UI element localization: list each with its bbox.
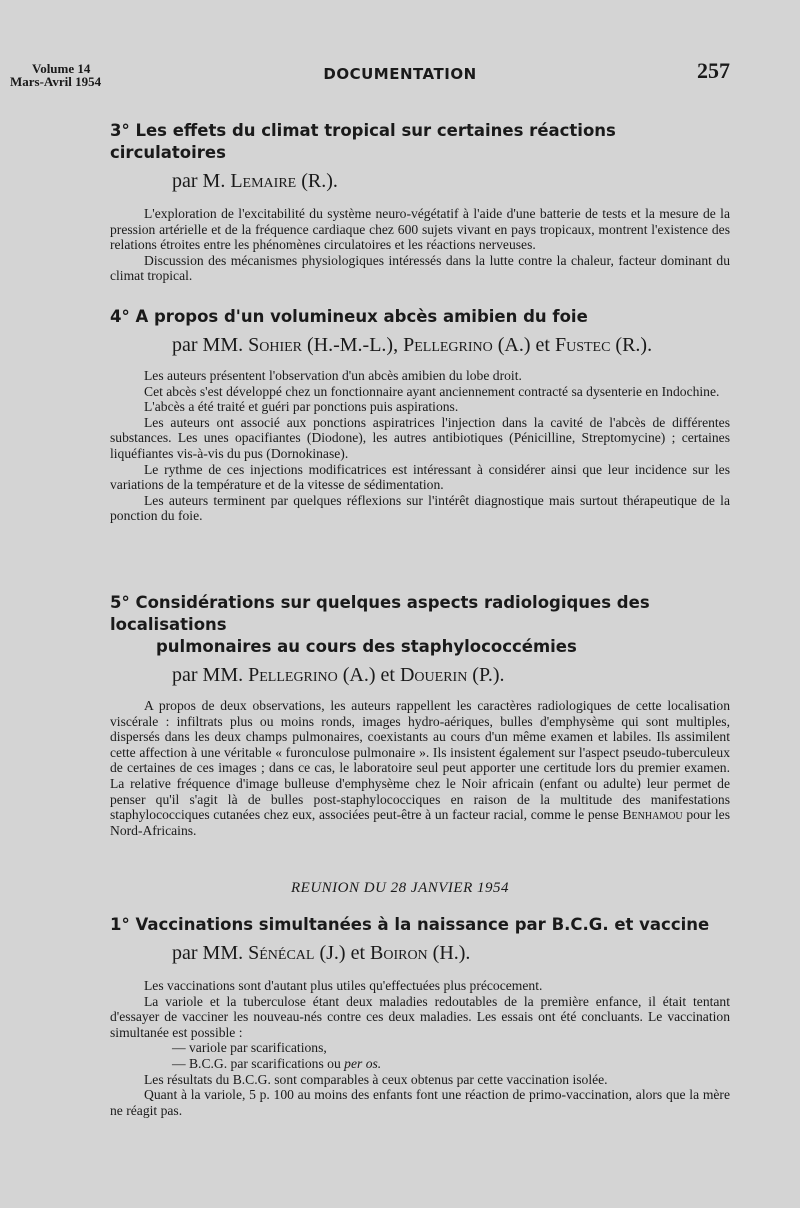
par-label: par MM. xyxy=(172,334,244,356)
section-5 xyxy=(110,592,730,838)
par-label: par MM. xyxy=(172,664,244,686)
paragraph: Les auteurs présentent l'observation d'un abcès amibien du lobe droit. xyxy=(144,368,522,383)
paragraph: Les auteurs ont associé aux ponctions aspiratrices l'injection dans la cavité de l'abcès de différentes substances. Les unes opacifiantes (Diodone), les autres antibiotiques (Pénicilline, Streptomycine) ; certaines liquéfiantes vis-à-vis du pus (Dornokinase). xyxy=(110,414,730,461)
author-name: Fustec (R.). xyxy=(554,334,653,356)
section-1 xyxy=(110,914,730,1118)
section-1-title: 1° Vaccinations simultanées à la naissance par B.C.G. et vaccine xyxy=(110,915,710,934)
section-1-authors xyxy=(172,940,730,966)
paragraph: Les auteurs terminent par quelques réflexions sur l'intérêt diagnostique mais surtout thérapeutique de la ponction du foie. xyxy=(110,492,730,524)
page-number: 257 xyxy=(697,58,730,83)
paragraph: Le rythme de ces injections modificatrices est intéressant à considérer ainsi que leur incidence sur les variations de la température et de la vitesse de sédimentation. xyxy=(110,461,730,493)
et-label: et xyxy=(350,942,365,964)
paragraph: La variole et la tuberculose étant deux maladies redoutables de la première enfance, il était tentant d'essayer de vacciner les nouveau-nés contre ces deux maladies. Les essais ont été concluants. Le vaccination simultanée est possible : xyxy=(110,993,730,1040)
section-4 xyxy=(110,306,730,524)
paragraph: Les vaccinations sont d'autant plus utiles qu'effectuées plus précocement. xyxy=(144,978,543,993)
volume-label: Volume 14 xyxy=(32,61,91,76)
date-label: Mars-Avril 1954 xyxy=(10,74,102,89)
par-label: par M. xyxy=(172,170,226,192)
author-name: Sénécal (J.) xyxy=(248,942,346,964)
et-label: et xyxy=(535,334,550,356)
author-name: Lemaire (R.). xyxy=(230,170,338,192)
author-name: Pellegrino (A.) xyxy=(248,664,376,686)
author-name: Boiron (H.). xyxy=(370,942,471,964)
title-line: 5° Considérations sur quelques aspects radiologiques des localisations xyxy=(110,593,650,634)
par-label: par MM. xyxy=(172,942,244,964)
section-3-title: 3° Les effets du climat tropical sur certaines réactions circulatoires xyxy=(110,121,616,162)
paragraph xyxy=(110,698,730,838)
et-label: et xyxy=(380,664,395,686)
vaccination-list xyxy=(110,1040,730,1071)
author-name: Pellegrino (A.) xyxy=(403,334,531,356)
meeting-heading: REUNION DU 28 JANVIER 1954 xyxy=(291,880,509,896)
list-item-italic: per os. xyxy=(344,1055,382,1071)
paragraph-text: A propos de deux observations, les auteurs rappellent les caractères radiologiques de cette localisation viscérale : infiltrats plus ou moins ronds, images hydro-aériques, bulles d'emphysème qui sont multiples, dispersés dans les deux champs pulmonaires, coexistants au cours d'un même examen et labiles. Ils assimilent cette affection à une véritable « furonculose pulmonaire ». Ils insistent également sur l'aspect pseudo-tuberculeux de certaines de ces images ; dans ce cas, le laboratoire seul peut apporter une certitude lors du premier examen. La relative fréquence d'image bulleuse d'emphysème chez le Noir africain (enfant ou adulte) leur permet de penser qu'il s'agit là de bulles post-staphylococciques en raison de la multitude des manifestations staphylococciques cutanées chez eux, associées peut-être à un facteur racial, comme le pense xyxy=(110,698,730,823)
section-4-authors xyxy=(172,332,730,358)
author-name: Sohier (H.-M.-L.), xyxy=(248,334,399,356)
section-4-title: 4° A propos d'un volumineux abcès amibien du foie xyxy=(110,307,588,326)
paragraph: Cet abcès s'est développé chez un fonctionnaire ayant anciennement contracté sa dysenterie en Indochine. xyxy=(144,383,720,399)
paragraph: Quant à la variole, 5 p. 100 au moins des enfants font une réaction de primo-vaccination, alors que la mère ne réagit pas. xyxy=(110,1087,730,1118)
paragraph: L'abcès a été traité et guéri par ponctions puis aspirations. xyxy=(144,399,459,415)
author-name: Douerin (P.). xyxy=(399,664,505,686)
running-title: DOCUMENTATION xyxy=(323,65,477,83)
paragraph: Discussion des mécanismes physiologiques intéressés dans la lutte contre la chaleur, facteur dominant du climat tropical. xyxy=(110,252,730,284)
list-item xyxy=(172,1056,730,1072)
section-5-authors xyxy=(172,662,730,688)
section-5-title xyxy=(110,592,730,658)
paragraph: Les résultats du B.C.G. sont comparables à ceux obtenus par cette vaccination isolée. xyxy=(144,1071,608,1087)
title-line: pulmonaires au cours des staphylococcémies xyxy=(156,637,577,656)
list-item-text: — B.C.G. par scarifications ou xyxy=(172,1055,341,1071)
section-3 xyxy=(110,120,730,284)
cited-author: Benhamou xyxy=(622,807,683,823)
paragraph-text: pour les Nord-Africains. xyxy=(110,807,730,838)
paragraph: L'exploration de l'excitabilité du système neuro-végétatif à l'aide d'une batterie de tests et la mesure de la pression artérielle et de la fréquence cardiaque chez 600 sujets vivant en pays tropicaux, montrent l'existence des relations étroites entre les phénomènes circulatoires et les réactions nerveuses. xyxy=(110,206,730,253)
list-item: — variole par scarifications, xyxy=(172,1040,327,1056)
section-3-authors xyxy=(172,168,730,194)
